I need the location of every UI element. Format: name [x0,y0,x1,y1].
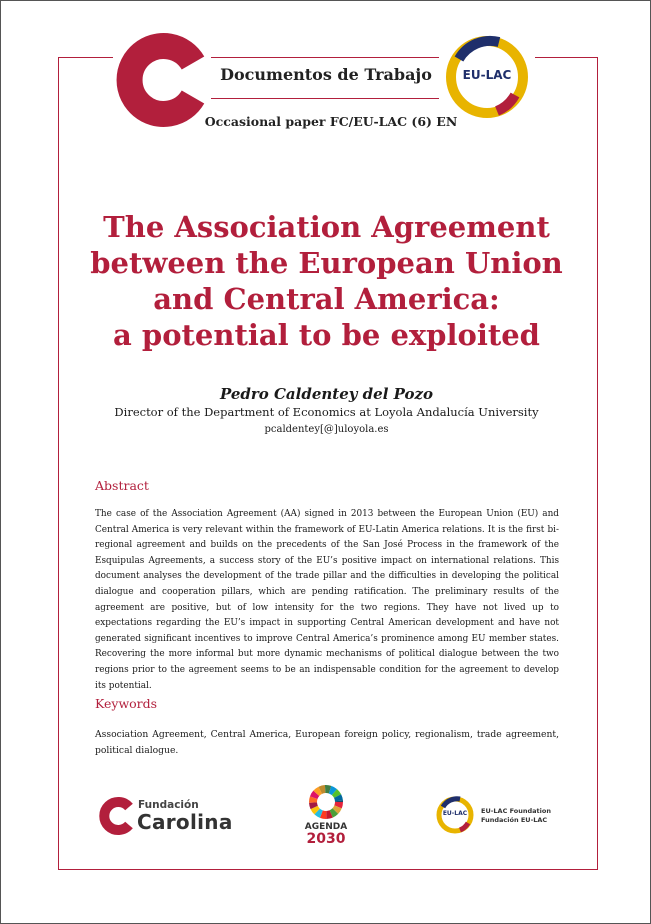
abstract-heading: Abstract [95,478,149,493]
eulac-foundation-en: EU-LAC Foundation [481,807,551,815]
paper-number: Occasional paper FC/EU-LAC (6) EN [204,114,458,129]
agenda-label: AGENDA [304,822,348,832]
agenda-year: 2030 [306,831,346,847]
eulac-small-badge-text: EU-LAC [442,810,468,817]
eulac-badge-logo [439,29,535,125]
carolina-label: Carolina [137,810,233,834]
fundacion-label: Fundación [138,799,199,811]
title-line: and Central America: [153,282,500,316]
eulac-foundation-logo [434,794,476,836]
title-line: a potential to be exploited [113,318,540,352]
frame-top-right-rule [531,57,597,58]
keywords-heading: Keywords [95,696,158,711]
eulac-foundation-es: Fundación EU-LAC [481,816,548,824]
header-rule-bottom [211,98,441,99]
author-name: Pedro Caldentey del Pozo [219,385,434,403]
keywords-text: Association Agreement, Central America, European foreign policy, regionalism, trade agreement, political dialogue. [95,729,559,756]
header-rule-top [211,57,441,58]
carolina-small-c-icon [99,796,135,836]
series-title: Documentos de Trabajo [220,65,432,84]
author-affiliation: Director of the Department of Economics at Loyola Andalucía University [114,405,539,419]
agenda-2030-wheel-icon [307,783,345,821]
document-title [71,209,582,353]
abstract-text: The case of the Association Agreement (AA) signed in 2013 between the European Union (EU) and Central America is very relevant within the framework of EU-Latin America relations. It is the first bi-regional agreement and builds on the precedents of the San José Process in the framework of the Esquipulas Agreements, a success story of the EU’s positive impact on international relations. This document analyses the development of the trade pillar and the difficulties in developing the political dialogue and cooperation pillars, which are pending ratification. The preliminary results of the agreement are positive, but of low intensity for the two regions. They have not lived up to expectations regarding the EU’s impact in supporting Central American development and have not generated significant incentives to improve Central America’s prominence among EU member states. Recovering the more informal but more dynamic mechanisms of political dialogue between the two regions prior to the agreement seems to be an indispensable condition for the agreement to develop its potential. [95,509,559,691]
author-email: pcaldentey[@]uloyola.es [264,424,389,435]
title-line: The Association Agreement [103,210,550,244]
fundacion-carolina-logo [99,796,135,836]
eulac-badge-text: EU-LAC [462,68,512,82]
title-line: between the European Union [90,246,563,280]
